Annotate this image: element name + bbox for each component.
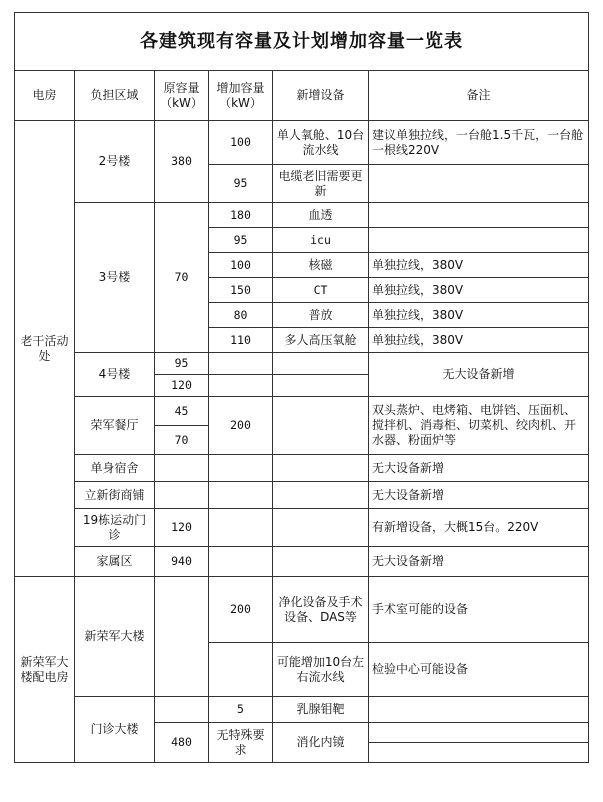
- equipment-cell: [273, 509, 369, 547]
- area-cell: 3号楼: [75, 203, 155, 353]
- table-row: [15, 353, 589, 375]
- orig-capacity-cell: 45: [155, 397, 209, 426]
- equipment-cell: 多人高压氧舱: [273, 328, 369, 353]
- equipment-cell: [273, 547, 369, 577]
- orig-capacity-cell: 120: [155, 509, 209, 547]
- equipment-cell: 电缆老旧需要更新: [273, 165, 369, 203]
- area-cell: 4号楼: [75, 353, 155, 397]
- equipment-cell: 乳腺钼靶: [273, 697, 369, 723]
- orig-capacity-cell: 70: [155, 426, 209, 455]
- remark-cell: 单独拉线，380V: [369, 303, 589, 328]
- equipment-cell: [273, 455, 369, 482]
- orig-capacity-cell: 480: [155, 723, 209, 763]
- remark-cell: 单独拉线，380V: [369, 278, 589, 303]
- add-capacity-cell: [209, 455, 273, 482]
- remark-cell: 手术室可能的设备: [369, 577, 589, 643]
- group-label: 老干活动处: [15, 121, 75, 577]
- remark-cell: 双头蒸炉、电烤箱、电饼铛、压面机、搅拌机、消毒柜、切菜机、绞肉机、开水器、粉面炉等: [369, 397, 589, 455]
- area-cell: 门诊大楼: [75, 697, 155, 763]
- add-capacity-cell: 180: [209, 203, 273, 228]
- area-cell: 家属区: [75, 547, 155, 577]
- add-capacity-cell: 无特殊要求: [209, 723, 273, 763]
- table-row: [15, 547, 589, 577]
- remark-cell: [369, 743, 589, 763]
- header-room: 电房: [15, 71, 75, 121]
- table-row: [15, 509, 589, 547]
- table-title: 各建筑现有容量及计划增加容量一览表: [15, 13, 589, 71]
- area-cell: 19栋运动门诊: [75, 509, 155, 547]
- equipment-cell: 净化设备及手术设备、DAS等: [273, 577, 369, 643]
- equipment-cell: icu: [273, 228, 369, 253]
- add-capacity-cell: [209, 509, 273, 547]
- equipment-cell: 消化内镜: [273, 723, 369, 763]
- remark-cell: 单独拉线，380V: [369, 253, 589, 278]
- remark-cell: 无大设备新增: [369, 353, 589, 397]
- equipment-cell: [273, 397, 369, 455]
- add-capacity-cell: [209, 375, 273, 397]
- header-area: 负担区域: [75, 71, 155, 121]
- remark-cell: [369, 697, 589, 723]
- equipment-cell: 单人氧舱、10台流水线: [273, 121, 369, 165]
- header-remarks: 备注: [369, 71, 589, 121]
- remark-cell: 建议单独拉线，一台舱1.5千瓦，一台舱一根线220V: [369, 121, 589, 165]
- area-cell: 单身宿舍: [75, 455, 155, 482]
- orig-capacity-cell: 940: [155, 547, 209, 577]
- area-cell: 2号楼: [75, 121, 155, 203]
- group-label: 新荣军大楼配电房: [15, 577, 75, 763]
- orig-capacity-cell: 70: [155, 203, 209, 353]
- table-row: [15, 455, 589, 482]
- capacity-table: [14, 12, 589, 763]
- add-capacity-cell: 200: [209, 577, 273, 643]
- equipment-cell: CT: [273, 278, 369, 303]
- area-cell: 新荣军大楼: [75, 577, 155, 697]
- equipment-cell: [273, 353, 369, 375]
- orig-capacity-cell: 380: [155, 121, 209, 203]
- orig-capacity-cell: [155, 455, 209, 482]
- equipment-cell: 血透: [273, 203, 369, 228]
- remark-cell: 单独拉线，380V: [369, 328, 589, 353]
- orig-capacity-cell: [155, 697, 209, 723]
- add-capacity-cell: 80: [209, 303, 273, 328]
- remark-cell: [369, 228, 589, 253]
- area-cell: 立新街商铺: [75, 482, 155, 509]
- header-added-capacity: 增加容量（kW）: [209, 71, 273, 121]
- add-capacity-cell: 5: [209, 697, 273, 723]
- add-capacity-cell: 110: [209, 328, 273, 353]
- equipment-cell: 普放: [273, 303, 369, 328]
- remark-cell: [369, 165, 589, 203]
- table-row: [15, 577, 589, 643]
- orig-capacity-cell: 120: [155, 375, 209, 397]
- add-capacity-cell: 150: [209, 278, 273, 303]
- header-new-equipment: 新增设备: [273, 71, 369, 121]
- orig-capacity-cell: [155, 482, 209, 509]
- add-capacity-cell: [209, 353, 273, 375]
- remark-cell: 检验中心可能设备: [369, 643, 589, 697]
- add-capacity-cell: 200: [209, 397, 273, 455]
- equipment-cell: [273, 482, 369, 509]
- remark-cell: 无大设备新增: [369, 547, 589, 577]
- equipment-cell: 核磁: [273, 253, 369, 278]
- add-capacity-cell: [209, 643, 273, 697]
- add-capacity-cell: [209, 482, 273, 509]
- add-capacity-cell: [209, 547, 273, 577]
- remark-cell: 无大设备新增: [369, 482, 589, 509]
- table-row: [15, 121, 589, 165]
- remark-cell: [369, 203, 589, 228]
- table-row: [15, 697, 589, 723]
- orig-capacity-cell: [155, 577, 209, 697]
- area-cell: 荣军餐厅: [75, 397, 155, 455]
- capacity-sheet: [14, 12, 588, 786]
- add-capacity-cell: 100: [209, 253, 273, 278]
- add-capacity-cell: 95: [209, 228, 273, 253]
- equipment-cell: [273, 375, 369, 397]
- table-row: [15, 203, 589, 228]
- header-original-capacity: 原容量（kW）: [155, 71, 209, 121]
- remark-cell: [369, 723, 589, 743]
- orig-capacity-cell: 95: [155, 353, 209, 375]
- add-capacity-cell: 95: [209, 165, 273, 203]
- remark-cell: 无大设备新增: [369, 455, 589, 482]
- add-capacity-cell: 100: [209, 121, 273, 165]
- remark-cell: 有新增设备，大概15台。220V: [369, 509, 589, 547]
- table-row: [15, 397, 589, 426]
- table-row: [15, 482, 589, 509]
- equipment-cell: 可能增加10台左右流水线: [273, 643, 369, 697]
